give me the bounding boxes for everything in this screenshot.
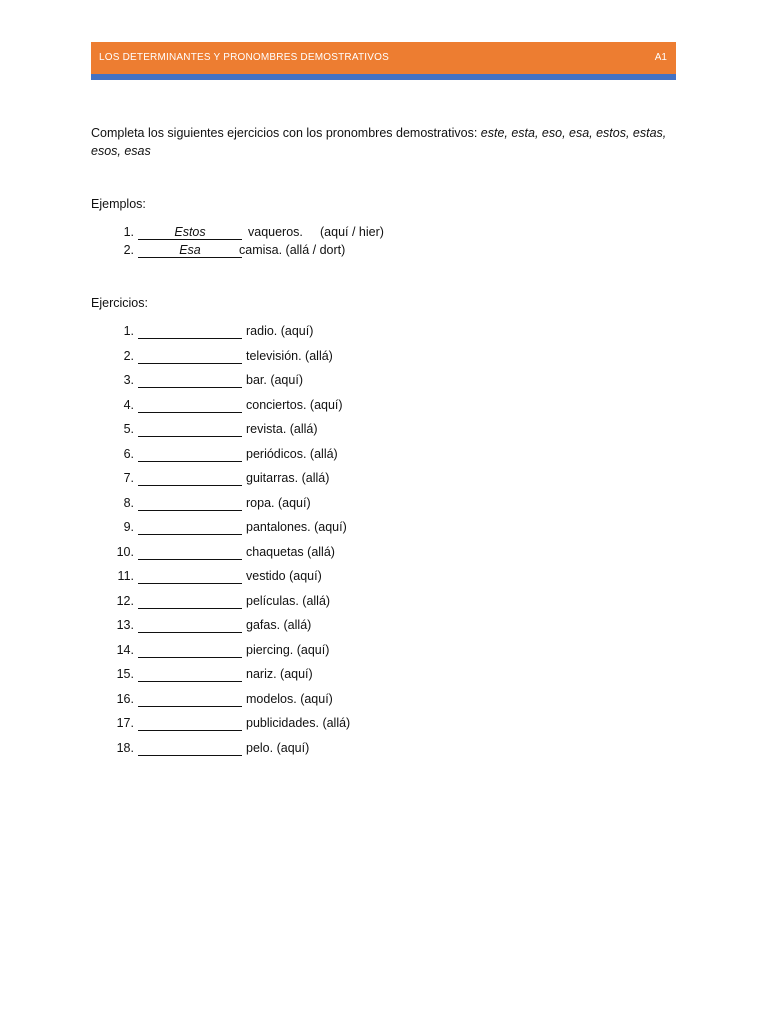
exercise-text: televisión. (allá) — [246, 348, 333, 363]
answer-blank[interactable] — [138, 716, 242, 731]
exercise-text: modelos. (aquí) — [246, 691, 333, 706]
exercise-number: 11. — [117, 569, 134, 583]
exercise-number: 12. — [116, 593, 134, 608]
exercise-number: 10. — [116, 544, 134, 559]
answer-blank[interactable] — [138, 643, 242, 658]
exercise-number: 1. — [123, 324, 134, 338]
exercise-text: radio. (aquí) — [246, 324, 314, 338]
answer-blank[interactable] — [138, 520, 242, 535]
exercise-number: 6. — [123, 446, 134, 461]
example-number: 1. — [123, 225, 134, 239]
exercise-text: pelo. (aquí) — [246, 740, 310, 755]
exercise-text: periódicos. (allá) — [246, 446, 338, 461]
exercise-number: 9. — [123, 520, 134, 534]
answer-blank[interactable] — [138, 324, 242, 339]
exercise-number: 7. — [123, 471, 134, 485]
answer-blank[interactable] — [138, 422, 242, 437]
exercise-text: pantalones. (aquí) — [246, 520, 347, 534]
instructions-lead: Completa los siguientes ejercicios con los pronombres demostrativos: — [91, 126, 481, 140]
exercise-text: publicidades. (allá) — [246, 716, 351, 730]
answer-blank[interactable] — [138, 667, 242, 682]
exercise-text: nariz. (aquí) — [246, 667, 313, 681]
answer-blank[interactable] — [138, 618, 242, 633]
example-text: camisa. (allá / dort) — [239, 243, 346, 257]
answer-blank[interactable] — [138, 398, 242, 413]
exercise-number: 18. — [116, 740, 134, 755]
answer-blank[interactable] — [138, 594, 242, 609]
exercise-number: 4. — [123, 397, 134, 412]
answer-blank[interactable] — [138, 545, 242, 560]
exercise-text: chaquetas (allá) — [246, 544, 335, 559]
exercise-text: gafas. (allá) — [246, 618, 312, 632]
exercise-number: 14. — [116, 642, 134, 657]
example-answer: Esa — [179, 243, 201, 257]
exercise-number: 5. — [123, 422, 134, 436]
exercise-text: piercing. (aquí) — [246, 642, 330, 657]
exercise-number: 16. — [116, 691, 134, 706]
exercise-number: 15. — [116, 667, 134, 681]
exercises-label: Ejercicios: — [91, 296, 148, 310]
exercise-text: guitarras. (allá) — [246, 471, 330, 485]
exercise-number: 8. — [123, 495, 134, 510]
answer-blank[interactable] — [138, 349, 242, 364]
answer-blank[interactable] — [138, 447, 242, 462]
instructions — [91, 124, 676, 160]
exercise-text: películas. (allá) — [246, 593, 331, 608]
answer-blank[interactable] — [138, 373, 242, 388]
instructions-pronouns: este, esta, eso, esa, estos, estas, esos, esas — [91, 126, 667, 158]
answer-blank[interactable] — [138, 569, 242, 584]
example-hint: (aquí / hier) — [320, 225, 384, 239]
exercise-number: 2. — [123, 348, 134, 363]
exercise-number: 17. — [116, 716, 134, 730]
answer-blank[interactable] — [138, 692, 242, 707]
exercise-text: vestido (aquí) — [246, 569, 322, 583]
example-number: 2. — [123, 243, 134, 257]
exercise-text: revista. (allá) — [246, 422, 318, 436]
header-band — [91, 42, 676, 74]
exercise-number: 13. — [116, 618, 134, 632]
answer-blank[interactable] — [138, 471, 242, 486]
exercise-number: 3. — [123, 373, 134, 387]
answer-blank[interactable] — [138, 741, 242, 756]
answer-blank[interactable] — [138, 496, 242, 511]
exercise-text: ropa. (aquí) — [246, 495, 311, 510]
examples-label: Ejemplos: — [91, 197, 146, 211]
header-title: LOS DETERMINANTES Y PRONOMBRES DEMOSTRATIVOS — [99, 52, 389, 63]
header-level: A1 — [654, 52, 667, 63]
example-answer: Estos — [174, 225, 206, 239]
header-stripe — [91, 74, 676, 80]
exercise-text: conciertos. (aquí) — [246, 397, 343, 412]
exercise-text: bar. (aquí) — [246, 373, 303, 387]
example-text: vaqueros. — [248, 225, 303, 239]
